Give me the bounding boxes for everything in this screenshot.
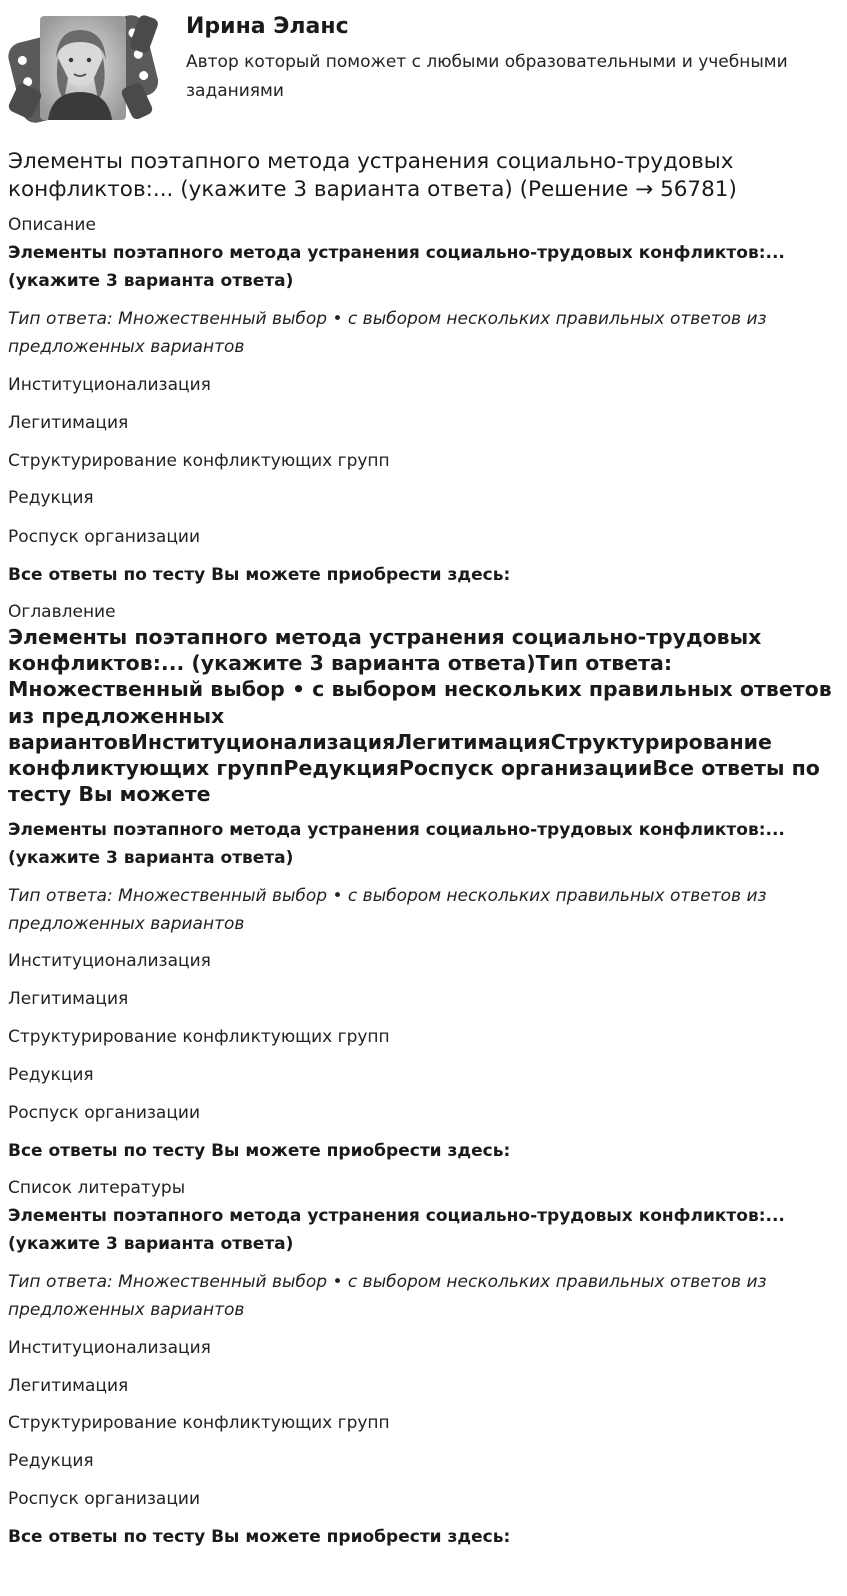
- author-card: [8, 8, 838, 128]
- author-description: Автор который поможет с любыми образовательными и учебными заданиями: [186, 52, 788, 101]
- section-label-description: Описание: [8, 215, 96, 235]
- buy-answers-note[interactable]: Все ответы по тесту Вы можете приобрести здесь:: [8, 565, 511, 585]
- answer-option: Легитимация: [8, 989, 129, 1009]
- answer-option: Институционализация: [8, 951, 211, 971]
- question-text: Элементы поэтапного метода устранения социально-трудовых конфликтов:... (укажите 3 варианта ответа): [8, 820, 785, 868]
- answer-option: Роспуск организации: [8, 1103, 201, 1123]
- answer-option: Институционализация: [8, 1338, 211, 1358]
- section-label-toc: Оглавление: [8, 602, 116, 622]
- section-label-references: Список литературы: [8, 1178, 186, 1198]
- answer-option: Структурирование конфликтующих групп: [8, 451, 390, 471]
- question-text: Элементы поэтапного метода устранения социально-трудовых конфликтов:... (укажите 3 варианта ответа): [8, 243, 785, 291]
- toc-heading: Элементы поэтапного метода устранения социально-трудовых конфликтов:... (укажите 3 варианта ответа)Тип ответа: Множественный выбор • с выбором нескольких правильных ответов из предложенных вариантовИнституционализацияЛегитимацияСтруктурирование конфликтующих группРедукцияРоспуск организацииВсе ответы по тесту Вы можете: [8, 625, 832, 807]
- answer-option: Редукция: [8, 488, 94, 508]
- answer-option: Структурирование конфликтующих групп: [8, 1413, 390, 1433]
- buy-answers-note[interactable]: Все ответы по тесту Вы можете приобрести здесь:: [8, 1527, 511, 1547]
- answer-option: Институционализация: [8, 375, 211, 395]
- buy-answers-note[interactable]: Все ответы по тесту Вы можете приобрести здесь:: [8, 1141, 511, 1161]
- answer-option: Роспуск организации: [8, 1489, 201, 1509]
- page-title: Элементы поэтапного метода устранения социально-трудовых конфликтов:... (укажите 3 варианта ответа) (Решение → 56781): [8, 149, 737, 202]
- answer-type-text: Тип ответа: Множественный выбор • с выбором нескольких правильных ответов из предложенных вариантов: [8, 886, 767, 934]
- avatar-film-frame-image: [8, 8, 158, 128]
- author-name[interactable]: Ирина Эланс: [186, 14, 349, 39]
- answer-option: Редукция: [8, 1451, 94, 1471]
- answer-type-text: Тип ответа: Множественный выбор • с выбором нескольких правильных ответов из предложенных вариантов: [8, 309, 767, 357]
- answer-option: Редукция: [8, 1065, 94, 1085]
- question-text: Элементы поэтапного метода устранения социально-трудовых конфликтов:... (укажите 3 варианта ответа): [8, 1206, 785, 1254]
- author-avatar[interactable]: [8, 8, 158, 128]
- answer-type-text: Тип ответа: Множественный выбор • с выбором нескольких правильных ответов из предложенных вариантов: [8, 1272, 767, 1320]
- answer-option: Легитимация: [8, 1376, 129, 1396]
- answer-option: Структурирование конфликтующих групп: [8, 1027, 390, 1047]
- answer-option: Легитимация: [8, 413, 129, 433]
- answer-option: Роспуск организации: [8, 527, 201, 547]
